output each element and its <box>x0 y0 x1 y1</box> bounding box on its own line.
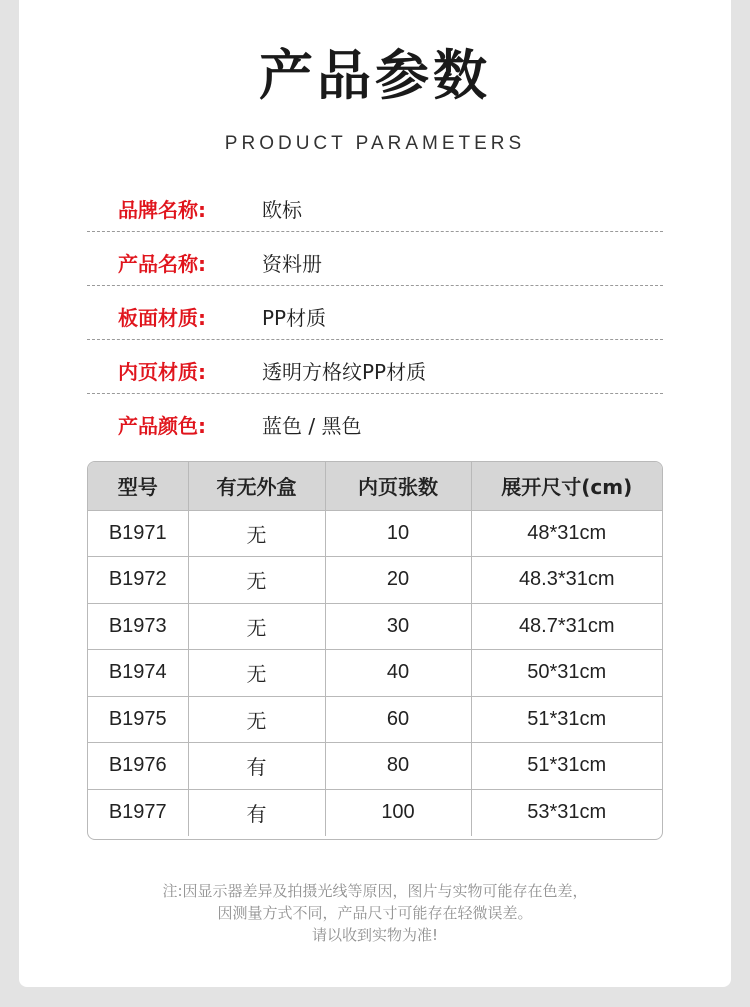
cell-page-count: 10 <box>325 510 471 557</box>
dashed-divider <box>87 339 663 340</box>
param-label: 产品名称: <box>118 251 206 276</box>
table-row <box>88 650 662 697</box>
cell-page-count: 60 <box>325 696 471 743</box>
cell-page-count: 80 <box>325 743 471 790</box>
header-unfolded-size: 展开尺寸(cm) <box>471 462 662 510</box>
cell-outer-box: 无 <box>188 510 325 557</box>
param-label: 内页材质: <box>118 359 206 384</box>
dashed-divider <box>87 393 663 394</box>
product-parameters-card <box>19 0 731 987</box>
note-line: 请以收到实物为准! <box>311 926 438 944</box>
table-row <box>88 743 662 790</box>
note-line: 注:因显示器差异及拍摄光线等原因，图片与实物可能存在色差， <box>162 882 588 900</box>
param-row-brand <box>87 181 663 235</box>
header-outer-box: 有无外盒 <box>188 462 325 510</box>
table-row <box>88 789 662 836</box>
dashed-divider <box>87 285 663 286</box>
cell-model: B1973 <box>88 603 188 650</box>
header-page-count: 内页张数 <box>325 462 471 510</box>
param-label: 产品颜色: <box>118 413 206 438</box>
param-row-color <box>87 397 663 451</box>
param-value: PP材质 <box>262 305 327 330</box>
cell-model: B1971 <box>88 510 188 557</box>
param-value: 透明方格纹PP材质 <box>262 359 427 384</box>
disclaimer-note <box>19 880 731 946</box>
cell-page-count: 40 <box>325 650 471 697</box>
table-row <box>88 696 662 743</box>
cell-model: B1975 <box>88 696 188 743</box>
cell-size: 51*31cm <box>471 696 662 743</box>
cell-outer-box: 无 <box>188 603 325 650</box>
cell-page-count: 20 <box>325 557 471 604</box>
cell-model: B1976 <box>88 743 188 790</box>
spec-table <box>87 461 663 840</box>
param-label: 品牌名称: <box>118 197 206 222</box>
param-row-inner-material <box>87 343 663 397</box>
param-value: 欧标 <box>262 197 302 222</box>
page-subtitle: PRODUCT PARAMETERS <box>224 133 526 154</box>
table-row <box>88 557 662 604</box>
cell-outer-box: 无 <box>188 696 325 743</box>
table-row <box>88 510 662 557</box>
note-line: 因测量方式不同，产品尺寸可能存在轻微误差。 <box>217 904 533 922</box>
cell-model: B1972 <box>88 557 188 604</box>
cell-size: 53*31cm <box>527 801 607 823</box>
param-row-board-material <box>87 289 663 343</box>
table-row <box>88 603 662 650</box>
cell-page-count: 30 <box>325 603 471 650</box>
cell-size: 50*31cm <box>471 650 662 697</box>
cell-model: B1974 <box>88 650 188 697</box>
cell-size: 48.3*31cm <box>471 557 662 604</box>
param-value: 蓝色 / 黑色 <box>262 413 362 438</box>
cell-outer-box: 无 <box>188 650 325 697</box>
cell-outer-box: 无 <box>188 557 325 604</box>
param-label: 板面材质: <box>118 305 206 330</box>
page-title: 产品参数 <box>259 43 491 107</box>
cell-size: 51*31cm <box>471 743 662 790</box>
cell-page-count: 100 <box>325 789 471 836</box>
cell-size: 48*31cm <box>471 510 662 557</box>
table-header-row <box>88 462 662 510</box>
param-row-product-name <box>87 235 663 289</box>
cell-outer-box: 有 <box>188 789 325 836</box>
cell-size: 48.7*31cm <box>471 603 662 650</box>
param-value: 资料册 <box>262 251 322 276</box>
header-model: 型号 <box>88 462 188 510</box>
dashed-divider <box>87 231 663 232</box>
cell-model: B1977 <box>88 789 188 836</box>
cell-outer-box: 有 <box>188 743 325 790</box>
